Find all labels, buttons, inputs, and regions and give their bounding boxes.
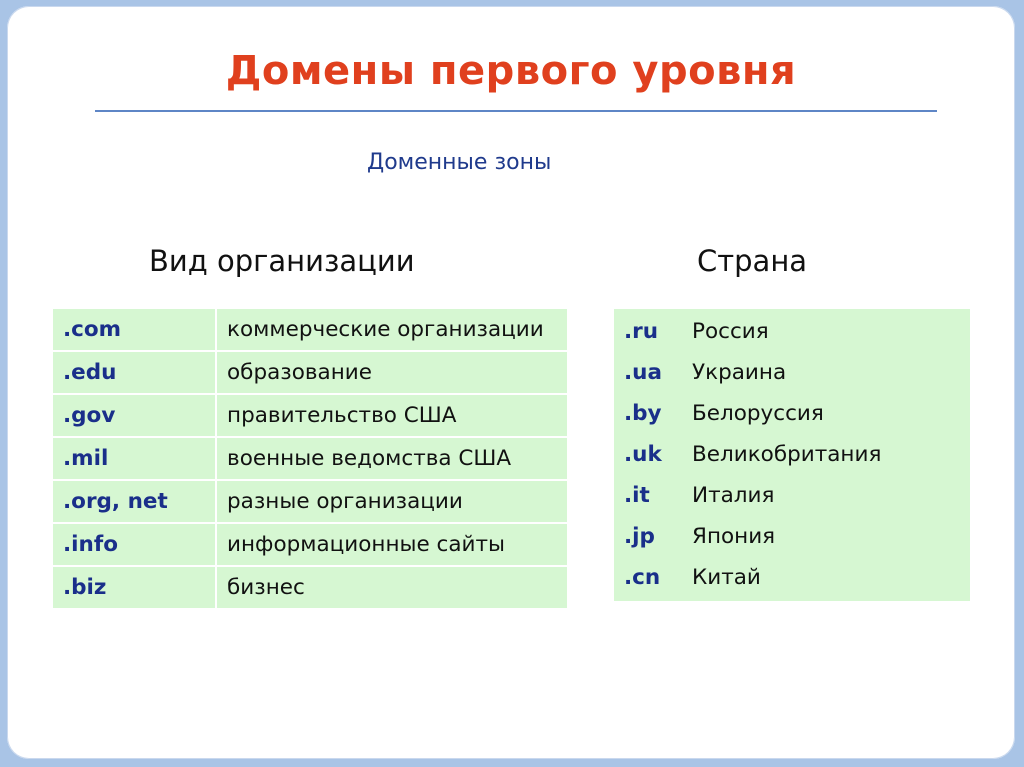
domain-description: информационные сайты (217, 524, 567, 567)
domain-code: .edu (53, 352, 217, 395)
title-divider (95, 110, 937, 112)
country-code: .ua (624, 360, 662, 385)
table-row (614, 353, 970, 394)
org-domains-table (53, 309, 567, 608)
country-code: .ru (624, 319, 659, 344)
slide (7, 6, 1015, 759)
domain-description: образование (217, 352, 567, 395)
country-name: Япония (692, 524, 776, 549)
country-code: .jp (624, 524, 655, 549)
domain-description: военные ведомства США (217, 438, 567, 481)
country-name: Италия (692, 483, 775, 508)
domain-code: .org, net (53, 481, 217, 524)
domain-description: бизнес (227, 575, 305, 600)
country-name: Россия (692, 319, 769, 344)
country-name: Украина (692, 360, 787, 385)
domain-description: коммерческие организации (217, 309, 567, 352)
domain-code: .mil (53, 438, 217, 481)
domain-description: правительство США (217, 395, 567, 438)
org-heading: Вид организации (149, 244, 415, 278)
table-row (614, 476, 970, 517)
domain-code: .info (53, 524, 217, 567)
country-code: .cn (624, 565, 661, 590)
table-row (614, 517, 970, 558)
table-row (614, 312, 970, 353)
country-heading: Страна (697, 244, 808, 278)
country-name: Белоруссия (692, 401, 824, 426)
table-row (53, 481, 567, 524)
domain-description: разные организации (217, 481, 567, 524)
domain-code: .com (53, 309, 217, 352)
table-row (53, 309, 567, 352)
table-row (53, 567, 567, 608)
subtitle: Доменные зоны (367, 150, 552, 175)
country-name: Великобритания (692, 442, 882, 467)
table-row (53, 395, 567, 438)
page-title: Домены первого уровня (225, 48, 797, 94)
country-code: .uk (624, 442, 662, 467)
table-row (53, 524, 567, 567)
table-row (614, 435, 970, 476)
country-code: .by (624, 401, 662, 426)
domain-code: .gov (53, 395, 217, 438)
table-row (53, 352, 567, 395)
table-row (53, 438, 567, 481)
table-row (614, 394, 970, 435)
country-code: .it (624, 483, 650, 508)
country-domains-table (614, 309, 970, 601)
country-name: Китай (692, 565, 761, 590)
table-row (614, 558, 970, 599)
domain-code: .biz (53, 567, 217, 608)
